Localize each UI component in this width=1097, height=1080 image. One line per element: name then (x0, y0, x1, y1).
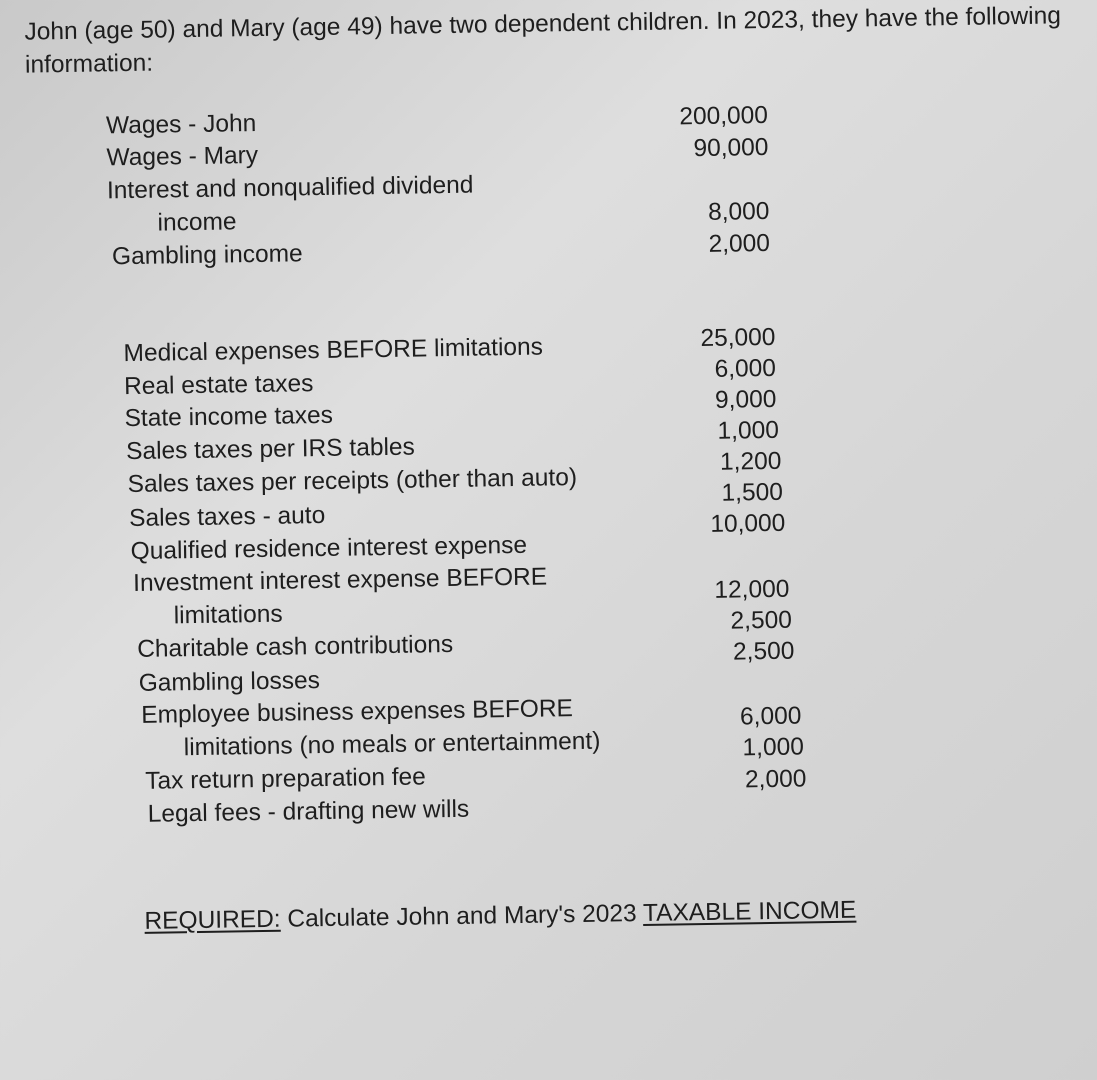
expense-value-tax-prep-fee: 1,000 (742, 733, 805, 762)
expense-value-employee-business: 6,000 (739, 702, 802, 731)
expense-label-state-income-taxes: State income taxes (124, 401, 334, 433)
expense-label-sales-tax-receipts: Sales taxes per receipts (other than auto) (127, 463, 578, 499)
expense-value-medical: 25,000 (700, 323, 776, 353)
expense-value-real-estate-taxes: 6,000 (714, 354, 777, 383)
income-label-gambling: Gambling income (111, 240, 303, 271)
expense-value-state-income-taxes: 9,000 (714, 385, 777, 414)
income-value-gambling: 2,000 (708, 229, 771, 258)
required-text: Calculate John and Mary's 2023 (280, 900, 644, 933)
expense-label-employee-business-cont: limitations (no meals or entertainment) (183, 727, 601, 762)
income-label-interest: Interest and nonqualified dividend (106, 171, 474, 205)
required-emphasis: TAXABLE INCOME (642, 896, 857, 928)
income-value-wages-john: 200,000 (679, 101, 769, 131)
expense-label-medical: Medical expenses BEFORE limitations (123, 333, 544, 368)
expense-value-sales-tax-receipts: 1,200 (719, 447, 782, 476)
expense-label-gambling-losses: Gambling losses (138, 667, 321, 697)
expense-label-legal-fees: Legal fees - drafting new wills (147, 795, 470, 828)
income-label-interest-cont: income (157, 208, 237, 237)
expense-value-legal-fees: 2,000 (744, 765, 807, 794)
expense-label-sales-tax-auto: Sales taxes - auto (128, 501, 326, 533)
required-prefix: REQUIRED: (144, 905, 281, 935)
expense-label-real-estate-taxes: Real estate taxes (123, 370, 314, 401)
expense-label-tax-prep-fee: Tax return preparation fee (145, 763, 427, 795)
expense-value-gambling-losses: 2,500 (732, 637, 795, 666)
expense-value-charitable: 2,500 (730, 606, 793, 635)
income-value-wages-mary: 90,000 (693, 133, 769, 163)
expense-value-sales-tax-irs: 1,000 (717, 416, 780, 445)
intro-paragraph: John (age 50) and Mary (age 49) have two dependent children. In 2023, they have the following information: (24, 2, 1062, 79)
income-label-wages-john: Wages - John (105, 109, 257, 140)
expense-label-investment-interest-cont: limitations (173, 600, 283, 630)
expense-label-qualified-residence-interest: Qualified residence interest expense (130, 531, 528, 566)
expense-value-qualified-residence-interest: 10,000 (710, 509, 786, 538)
income-label-wages-mary: Wages - Mary (106, 141, 259, 172)
expense-value-investment-interest: 12,000 (714, 575, 790, 604)
expense-label-investment-interest: Investment interest expense BEFORE (132, 563, 548, 597)
required-instruction (144, 897, 856, 936)
expense-label-employee-business: Employee business expenses BEFORE (141, 695, 574, 729)
expense-value-sales-tax-auto: 1,500 (721, 478, 784, 507)
expense-label-sales-tax-irs: Sales taxes per IRS tables (125, 433, 415, 466)
expense-label-charitable: Charitable cash contributions (137, 630, 454, 663)
income-value-interest: 8,000 (707, 197, 770, 226)
